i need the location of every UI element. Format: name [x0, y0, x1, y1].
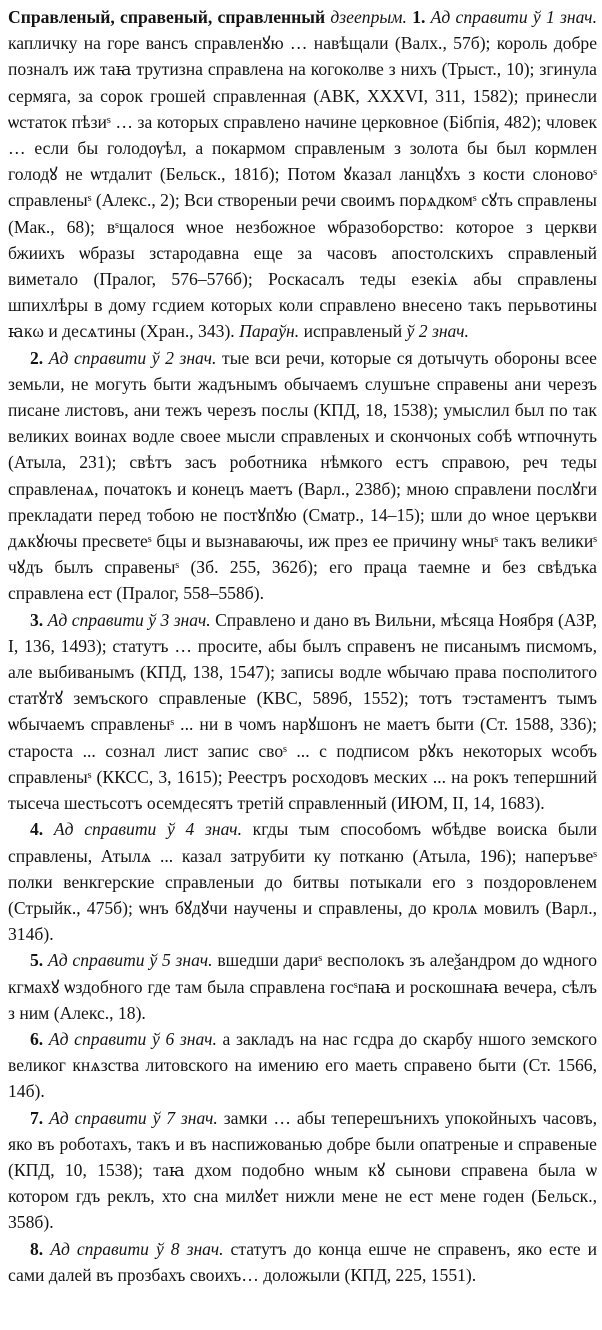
sense-reference: ў 7 знач.	[152, 1107, 218, 1128]
sense-number: 5.	[30, 950, 44, 971]
variant-reference: ў 2 знач.	[406, 321, 469, 342]
entry-sense-8	[8, 1236, 597, 1288]
sense-reference: ў 6 знач.	[152, 1028, 217, 1049]
sense-text: а закладъ на нас гсдра до скарбу ншого земского великог кнѧзства литовского на имению его маеть справено быти (Ст. 1566, 14б).	[8, 1028, 598, 1102]
entry-sense-6	[8, 1026, 597, 1105]
sense-lead: Ад справити	[49, 1107, 147, 1128]
sense-lead: Ад справити	[47, 609, 144, 630]
sense-lead: Ад справити	[53, 819, 157, 840]
sense-number: 2.	[30, 347, 44, 368]
sense-text: вшедши дариˢ весполокъ зъ алеѯандром до ѡдного кгмахꙋ ѡздобного где там была справлена госˢпаꙗ и роскошнаꙗ вечера, сѣлъ з ним (Алекс., 18).	[8, 950, 598, 1023]
sense-text: статутъ до конца ешче не справенъ, яко есте и сами далей въ прозбахъ своихъ… доложыли (КПД, 225, 1551).	[8, 1238, 597, 1285]
variant-label: Параўн.	[239, 321, 300, 342]
sense-reference: ў 2 знач.	[151, 347, 217, 368]
sense-reference: ў 8 знач.	[155, 1238, 224, 1259]
sense-number: 4.	[30, 819, 44, 840]
entry-sense-3	[8, 607, 597, 817]
headword: Справленый, справеный, справленный	[8, 7, 326, 27]
sense-reference: ў 4 знач.	[167, 819, 242, 840]
sense-lead: Ад справити	[48, 1028, 147, 1049]
entry-sense-1	[8, 4, 597, 345]
variant-text: исправленый	[303, 321, 403, 342]
sense-lead: Ад справити	[48, 950, 145, 971]
sense-number: 1.	[412, 7, 426, 27]
entry-sense-5	[8, 947, 597, 1026]
sense-number: 8.	[30, 1238, 44, 1259]
entry-sense-2	[8, 345, 597, 607]
sense-number: 7.	[30, 1107, 44, 1128]
sense-lead: Ад справити	[50, 1238, 149, 1259]
sense-reference: ў 5 знач.	[149, 950, 213, 971]
entry-sense-4	[8, 816, 597, 947]
sense-lead: Ад справити	[430, 7, 528, 27]
sense-text: кгды тым способомъ ѡбѣдве воиска были справлены, Атылѧ ... казал затрубити ку потканю (Атыла, 196); наперъвеˢ полки венкгерские справленыи до битвы потыкали его з поздоровленем (Стрыйк., 475б); ѡнъ бꙋдꙋчи научены и справлены, до кролѧ мовилъ (Варл., 314б).	[8, 819, 597, 945]
sense-number: 6.	[30, 1028, 44, 1049]
sense-number: 3.	[30, 609, 44, 630]
entry-sense-7	[8, 1105, 597, 1236]
sense-reference: ў 1 знач.	[532, 7, 597, 27]
part-of-speech: дзеепрым.	[330, 7, 407, 27]
sense-lead: Ад справити	[48, 347, 147, 368]
sense-text: замки … абы теперешънихъ упокойныхъ часовъ, яко въ роботахъ, такъ и въ наспижованью добре были опатреные и справеные (КПД, 10, 1538); таꙗ дхом подобно ѡным кꙋ сынови справена была ѡ котором гдъ реклъ, хто сна милꙋет нижли мене не ест мене годен (Бельск., 358б).	[8, 1107, 597, 1233]
sense-text: Справлено и дано въ Вильни, мѣсяца Ноября (АЗР, I, 136, 1493); статутъ … просите, абы былъ справенъ не писанымъ писмомъ, але выбиванымъ (КПД, 138, 1547); записы водле ѡбычаю права посполитого статꙋтꙋ земъского справленые (КВС, 589б, 1552); тотъ тэстаментъ тымъ ѡбычаемъ справленыˢ ... ни в чомъ нарꙋшонъ не маетъ быти (Ст. 1588, 336); староста ... сознал лист запис своˢ ... с подписом рꙋкъ некоторых ѡсобъ справленыˢ (ККСС, 3, 1615); Реестръ росходовъ меских ... на рокъ тепершний тысеча шестьсотъ осемдесятъ третій справленный (ИЮМ, II, 14, 1683).	[8, 609, 597, 814]
sense-reference: ў 3 знач.	[148, 609, 211, 630]
sense-text: капличку на горе вансъ справленꙋю … навѣщали (Валх., 57б); король добре позналъ иж таꙗ трутизна справлена на когоколве з нихъ (Трыст., 10); згинула сермяга, за сорок грошей справленная (АВК, XXXVI, 311, 1582); принесли ѡстаток пѣзиˢ … за которых справлено начине церковное (Бібпія, 482); чловек … если бы голодѹѣл, а покармом справленым з золота бы был кормлен голодꙋ не ѡтдалит (Бельск., 181б); Потом ꙋказал ланцꙋхъ з кости слоновоˢ справленыˢ (Алекс., 2); Вси створеныи речи своимъ порѧдкомˢ сꙋть справлены (Мак., 68); вˢщалося ѡное незбожное ѡбразоборство: которое з церкви бжиихъ ѡбразы зстародавна еще за часовъ апостолскихъ справленый виметало (Пралог, 576–576б); Роскасалъ теды езекіѧ абы справлены шпихлѣры в дому гсдием которых коли справлено внесено такъ перьвотины ꙗкω и десѧтины (Хран., 343).	[8, 33, 597, 342]
sense-text: тые вси речи, которые ся дотычуть обороны всее земьли, не могуть быти жадънымъ обычаемъ слушъне справены ани черезъ писане листовъ, ани тежъ черезъ послы (КПД, 18, 1538); умыслил был по так великих воинах водле своее мысли справленых и скончоных собѣ ѡтпочнуть (Атыла, 231); свѣтъ засъ роботника нѣмкого естъ справою, реч теды справленаѧ, початокъ и конецъ маетъ (Варл., 238б); мнoю справлени послꙋги прекладати перед тобою не постꙋпꙋю (Сматр., 14–15); шли до ѡное церъкви дѧкꙋючы пресветеˢ бцы и вызнаваючы, иж през ее причину ѡныˢ такъ великиˢ чꙋдъ былъ справеныˢ (Зб. 255, 362б); его праца таемне и без свѣдъка справлена ест (Пралог, 558–558б).	[8, 347, 597, 604]
